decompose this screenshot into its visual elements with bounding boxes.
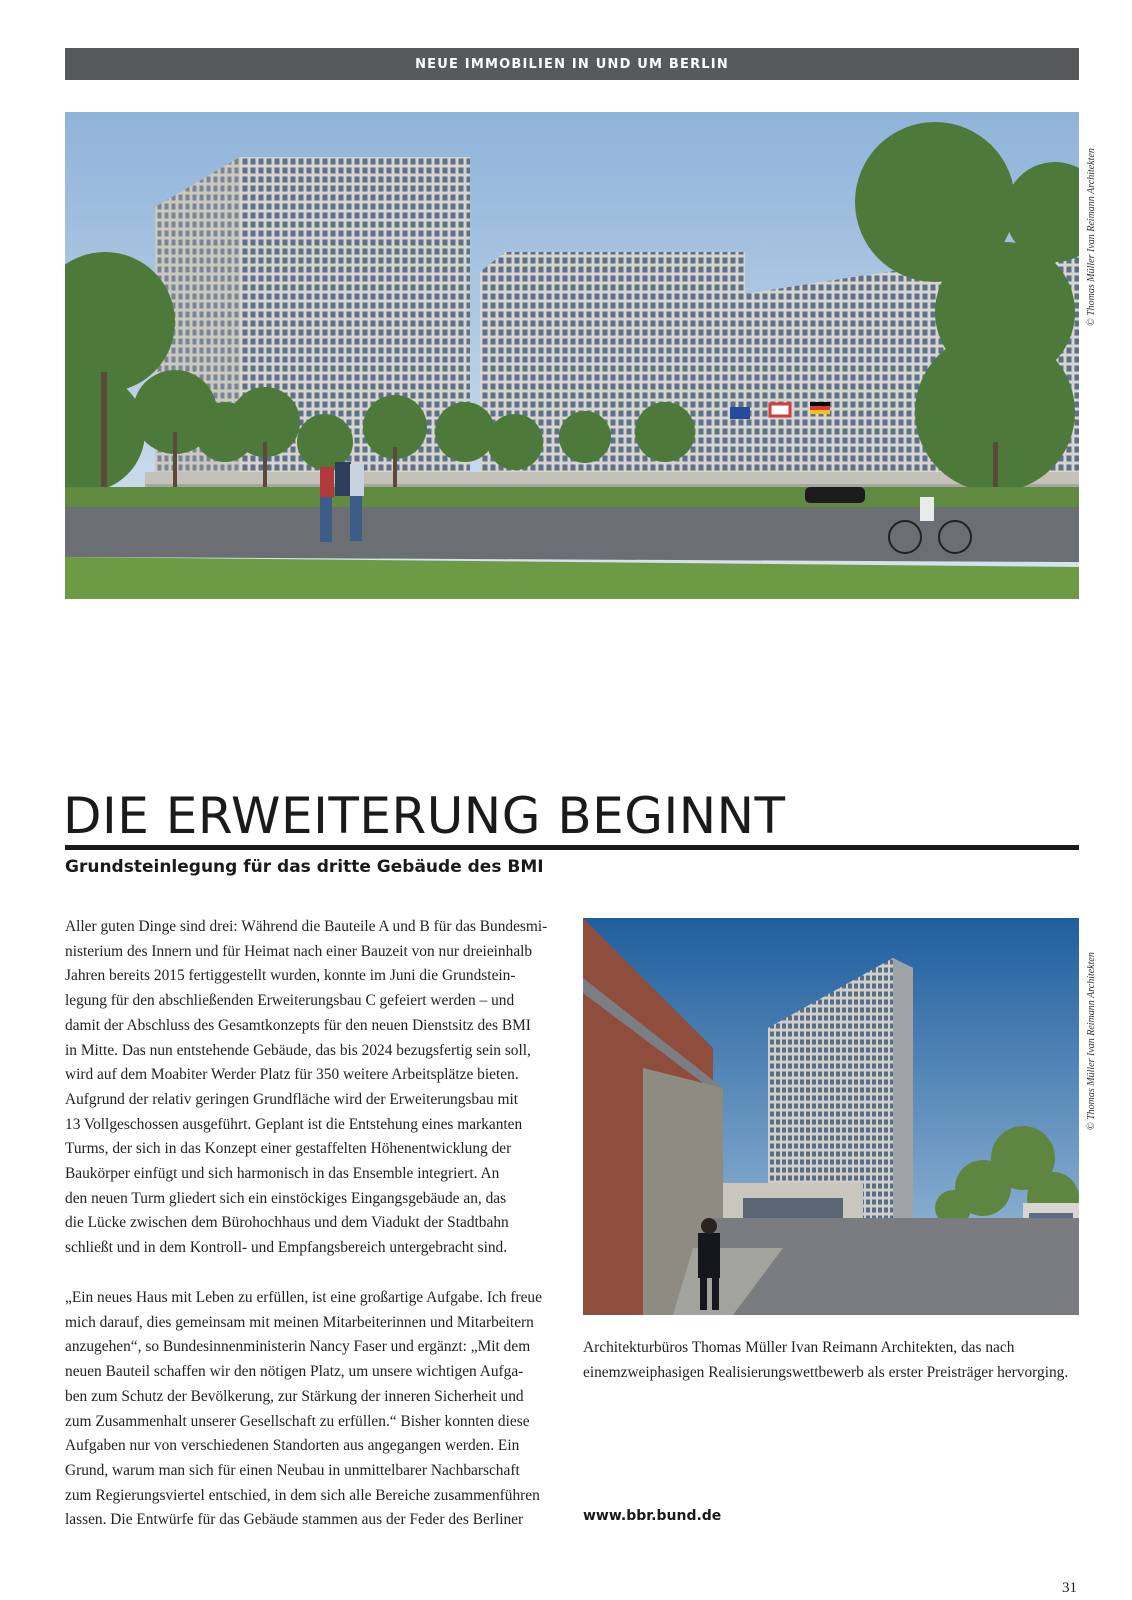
text-line: Grund, warum man sich für einen Neubau in unmittelbarer Nachbarschaft (65, 1461, 520, 1479)
text-line: zum Zusammenhalt unserer Gesellschaft zu erfüllen.“ Bisher konnten diese (65, 1412, 530, 1430)
text-line: Turms, der sich in das Konzept einer gestaffelten Höhenentwicklung der (65, 1140, 512, 1158)
hero-illustration (65, 112, 1079, 599)
text-line: zum Regierungsviertel entschied, in dem sich alle Bereiche zusammenführen (65, 1486, 540, 1504)
hero-image-credit: © Thomas Müller Ivan Reimann Architekten (1086, 148, 1097, 326)
text-line: den neuen Turm gliedert sich ein einstöckiges Eingangsgebäude an, das (65, 1189, 507, 1207)
text-line: lassen. Die Entwürfe für das Gebäude stammen aus der Feder des Berliner (65, 1511, 524, 1529)
image-caption (583, 1335, 1081, 1385)
text-line: ben zum Schutz der Bevölkerung, zur Stärkung der inneren Sicherheit und (65, 1387, 524, 1405)
text-line: neuen Bauteil schaffen wir den nötigen Platz, um unsere wichtigen Aufga- (65, 1363, 524, 1381)
inset-image (583, 918, 1079, 1315)
section-header-text: NEUE IMMOBILIEN IN UND UM BERLIN (415, 56, 729, 72)
text-line: anzugehen“, so Bundesinnenministerin Nancy Faser und ergänzt: „Mit dem (65, 1338, 531, 1356)
text-line: die Lücke zwischen dem Bürohochhaus und dem Viadukt der Stadtbahn (65, 1214, 509, 1232)
article-subheadline: Grundsteinlegung für das dritte Gebäude des BMI (65, 857, 544, 877)
text-line: wird auf dem Moabiter Werder Platz für 350 weitere Arbeitsplätze bieten. (65, 1066, 519, 1084)
text-line: Aufgaben nur von verschiedenen Standorten aus angegangen werden. Ein (65, 1437, 520, 1455)
text-line: Aufgrund der relativ geringen Grundfläche wird der Erweiterungsbau mit (65, 1090, 519, 1108)
article-paragraph-2 (65, 1286, 562, 1533)
inset-image-credit: © Thomas Müller Ivan Reimann Architekten (1086, 952, 1097, 1130)
text-line: nisterium des Innern und für Heimat nach einer Bauzeit von nur dreieinhalb (65, 942, 533, 960)
inset-illustration (583, 918, 1079, 1315)
article-paragraph-1 (65, 915, 562, 1261)
text-line: Baukörper einfügt und sich harmonisch in das Ensemble integriert. An (65, 1165, 500, 1183)
page-number: 31 (1062, 1580, 1077, 1596)
headline-rule (65, 845, 1079, 850)
text-line: zweiphasigen Realisierungswettbewerb als erster Preisträger hervorging. (620, 1364, 1069, 1381)
article-headline: DIE ERWEITERUNG BEGINNT (63, 787, 786, 845)
hero-image (65, 112, 1079, 599)
text-line: Architekturbüros Thomas Müller Ivan Reimann Architekten, das nach einem (583, 1339, 1015, 1381)
text-line: Jahren bereits 2015 fertiggestellt wurden, konnte im Juni die Grundstein- (65, 967, 516, 985)
text-line: damit der Abschluss des Gesamtkonzepts für den neuen Dienstsitz des BMI (65, 1016, 531, 1034)
text-line: in Mitte. Das nun entstehende Gebäude, das bis 2024 bezugsfertig sein soll, (65, 1041, 531, 1059)
text-line: „Ein neues Haus mit Leben zu erfüllen, ist eine großartige Aufgabe. Ich freue (65, 1289, 542, 1306)
text-line: 13 Vollgeschossen ausgeführt. Geplant ist die Entstehung eines markanten (65, 1115, 523, 1133)
text-line: Aller guten Dinge sind drei: Während die Bauteile A und B für das Bundesmi- (65, 918, 548, 935)
website-link[interactable]: www.bbr.bund.de (583, 1508, 722, 1524)
text-line: schließt und in dem Kontroll- und Empfangsbereich untergebracht sind. (65, 1239, 508, 1257)
section-header (65, 48, 1079, 80)
text-line: mich darauf, dies gemeinsam mit meinen Mitarbeiterinnen und Mitarbeitern (65, 1313, 534, 1331)
text-line: legung für den abschließenden Erweiterungsbau C gefeiert werden – und (65, 992, 515, 1010)
